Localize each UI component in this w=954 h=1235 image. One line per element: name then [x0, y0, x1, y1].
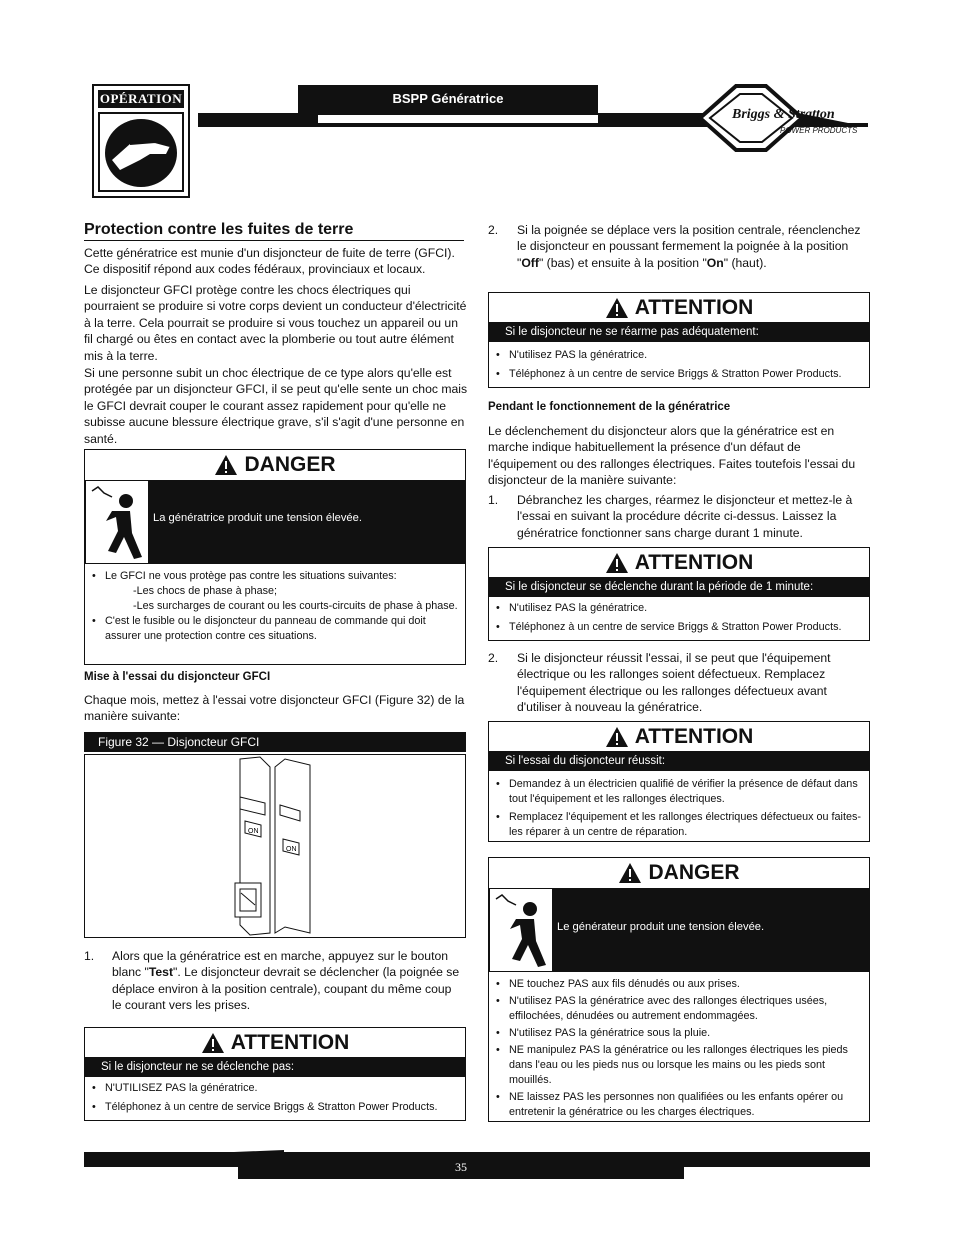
attention-box-no-trip [84, 1027, 466, 1121]
attention-title-text: ATTENTION [634, 551, 754, 574]
on-label: ON [286, 846, 297, 853]
test-heading: Mise à l'essai du disjoncteur GFCI [84, 671, 271, 683]
danger-title [489, 858, 869, 888]
figure-caption: Figure 32 — Disjoncteur GFCI [98, 735, 260, 749]
step2-text: Si la poignée se déplace vers la position centrale, réenclenchez le disjoncteur en poussant fermement la poignée à la position "Off" (bas) et ensuite à la position "On" (haut). [517, 223, 861, 270]
danger-bullet: • Le GFCI ne vous protège pas contre les situations suivantes: -Les chocs de phase à phase; -Les surcharges de courant ou les courts-circuits de phase à phase. [87, 569, 459, 614]
attention-title-text: ATTENTION [230, 1031, 350, 1054]
danger-bullets [491, 977, 863, 1120]
attention-bullet: • N'UTILISEZ PAS la génératrice. [87, 1081, 459, 1096]
warning-icon [605, 552, 629, 574]
danger-bullets [87, 569, 459, 644]
step2-number: 2. [488, 223, 499, 237]
danger-bullet: • NE touchez PAS aux fils dénudés ou aux prises. [491, 977, 863, 992]
danger-band-text: La génératrice produit une tension élevée. [153, 512, 362, 524]
attention-bullet: • Téléphonez à un centre de service Briggs & Stratton Power Products. [87, 1100, 459, 1115]
warning-icon [605, 297, 629, 319]
section-rule [84, 240, 464, 241]
danger-subitem: -Les chocs de phase à phase; [133, 585, 278, 597]
attention-bullet: • Remplacez l'équipement et les rallonges électriques défectueux ou faites-les réparer à un centre de réparation. [491, 810, 863, 840]
operation-paragraph: Le déclenchement du disjoncteur alors que la génératrice est en marche indique habituellement la présence d'un défaut de l'équipement ou des rallonges électriques. Faites toutefois l'essai du disjoncteur de la manière suivante: [488, 424, 856, 488]
warning-icon [618, 862, 642, 884]
attention-band [489, 322, 869, 342]
attention-bullets [491, 348, 863, 382]
shock-paragraph: Si une personne subit un choc électrique de ce type alors qu'elle est protégée par un disjoncteur GFCI, il se peut qu'elle sente un choc mais le GFCI devrait couper le courant assez rapidement pour qu'elle ne subisse aucune blessure électrique grave, s'il s'agit d'une personne en santé. [84, 366, 468, 446]
danger-title-text: DANGER [648, 861, 740, 884]
step1-text: Alors que la génératrice est en marche, appuyez sur le bouton blanc "Test". Le disjoncteur devrait se déclencher (la poignée se déplace environ à la position centrale), coupant du même coup le courant vers les prises. [112, 949, 460, 1013]
attention-bullet: • Téléphonez à un centre de service Briggs & Stratton Power Products. [491, 620, 863, 635]
attention-bullet: • N'utilisez PAS la génératrice. [491, 601, 863, 616]
attention-box-test-passed [488, 721, 870, 842]
danger-title-text: DANGER [244, 453, 336, 476]
op-step2-text: Si le disjoncteur réussit l'essai, il se peut que l'équipement électrique ou les rallonges soient défectueux. Remplacez l'équipement électrique ou les rallonges défectueux avant d'utiliser à nouveau la génératrice. [517, 651, 831, 715]
op-step1-number: 1. [488, 493, 499, 507]
attention-bullet: • N'utilisez PAS la génératrice. [491, 348, 863, 363]
danger-band [489, 888, 869, 972]
danger-band [85, 480, 465, 564]
danger-bullet: • C'est le fusible ou le disjoncteur du panneau de commande qui doit assurer une protection contre ces situations. [87, 614, 459, 644]
on-label: ON [248, 828, 259, 835]
attention-band [85, 1057, 465, 1077]
attention-title-text: ATTENTION [634, 725, 754, 748]
step1-number: 1. [84, 949, 95, 963]
warning-icon [605, 726, 629, 748]
attention-band-text: Si le disjoncteur ne se réarme pas adéquatement: [505, 326, 759, 338]
test-paragraph: Chaque mois, mettez à l'essai votre disjoncteur GFCI (Figure 32) de la manière suivante: [84, 693, 465, 724]
attention-bullets [491, 601, 863, 635]
figure-gfci [84, 754, 466, 938]
attention-bullets [87, 1081, 459, 1115]
page-number: 35 [455, 1160, 467, 1174]
op-step2-number: 2. [488, 651, 499, 665]
danger-bullet: • NE manipulez PAS la génératrice ou les rallonges électriques les pieds dans l'eau ou les pieds nus ou lorsque les mains ou les pieds sont mouillés. [491, 1043, 863, 1088]
op-step1-text: Débranchez les charges, réarmez le disjoncteur et mettez-le à l'essai en suivant la procédure décrite ci-dessus. Laissez la génératrice fonctionner sans charge durant 1 minute. [517, 493, 853, 540]
section-title: Protection contre les fuites de terre [84, 221, 354, 238]
danger-bullet: • NE laissez PAS les personnes non qualifiées ou les enfants opérer ou entretenir la génératrice ou les charges électriques. [491, 1090, 863, 1120]
operation-heading: Pendant le fonctionnement de la génératrice [488, 401, 731, 413]
intro-paragraph: Cette génératrice est munie d'un disjoncteur de fuite de terre (GFCI). Ce dispositif répond aux codes fédéraux, provinciaux et locaux. [84, 246, 455, 277]
operation-logo [92, 84, 190, 198]
brand-sub: POWER PRODUCTS [780, 126, 858, 135]
warning-icon [214, 454, 238, 476]
gfci-paragraph: Le disjoncteur GFCI protège contre les chocs électriques qui pourraient se produire si votre corps devient un conducteur d'électricité à la terre. Cela pourrait se produire si vous touchez un appareil ou un fil chargé ou êtes en contact avec la plomberie ou tout autre élément mis à la terre. [84, 283, 467, 363]
danger-bullet: • N'utilisez PAS la génératrice sous la pluie. [491, 1026, 863, 1041]
attention-bullets [491, 777, 863, 840]
attention-band-text: Si le disjoncteur se déclenche durant la période de 1 minute: [505, 581, 814, 593]
attention-title [489, 722, 869, 752]
danger-title [85, 450, 465, 480]
attention-title-text: ATTENTION [634, 296, 754, 319]
danger-bullet: • N'utilisez PAS la génératrice avec des rallonges électriques usées, effilochées, dénudées ou autrement endommagées. [491, 994, 863, 1024]
attention-box-no-reset [488, 292, 870, 388]
attention-band-text: Si l'essai du disjoncteur réussit: [505, 755, 666, 767]
attention-box-trip-minute [488, 547, 870, 641]
attention-band-text: Si le disjoncteur ne se déclenche pas: [101, 1061, 295, 1073]
danger-box-gfci [84, 449, 466, 665]
electric-shock-icon [490, 889, 552, 971]
hand-icon [98, 112, 184, 192]
operation-logo-title: OPÉRATION [99, 91, 183, 106]
warning-icon [201, 1032, 225, 1054]
attention-band [489, 751, 869, 771]
attention-title [489, 548, 869, 578]
attention-title [489, 293, 869, 323]
electric-shock-icon [86, 481, 148, 563]
danger-band-text: Le générateur produit une tension élevée. [557, 921, 765, 933]
danger-box-high-voltage [488, 857, 870, 1122]
danger-subitem: -Les surcharges de courant ou les courts-circuits de phase à phase. [133, 600, 458, 612]
figure-caption-bar [84, 732, 466, 752]
attention-title [85, 1028, 465, 1058]
attention-bullet: • Demandez à un électricien qualifié de vérifier la présence de défaut dans tout l'équipement et les rallonges électriques. [491, 777, 863, 807]
brand-name: Briggs & Stratton [732, 107, 835, 122]
gfci-breaker-illustration [85, 755, 465, 937]
header-title: BSPP Génératrice [298, 85, 598, 115]
attention-bullet: • Téléphonez à un centre de service Briggs & Stratton Power Products. [491, 367, 863, 382]
attention-band [489, 577, 869, 597]
